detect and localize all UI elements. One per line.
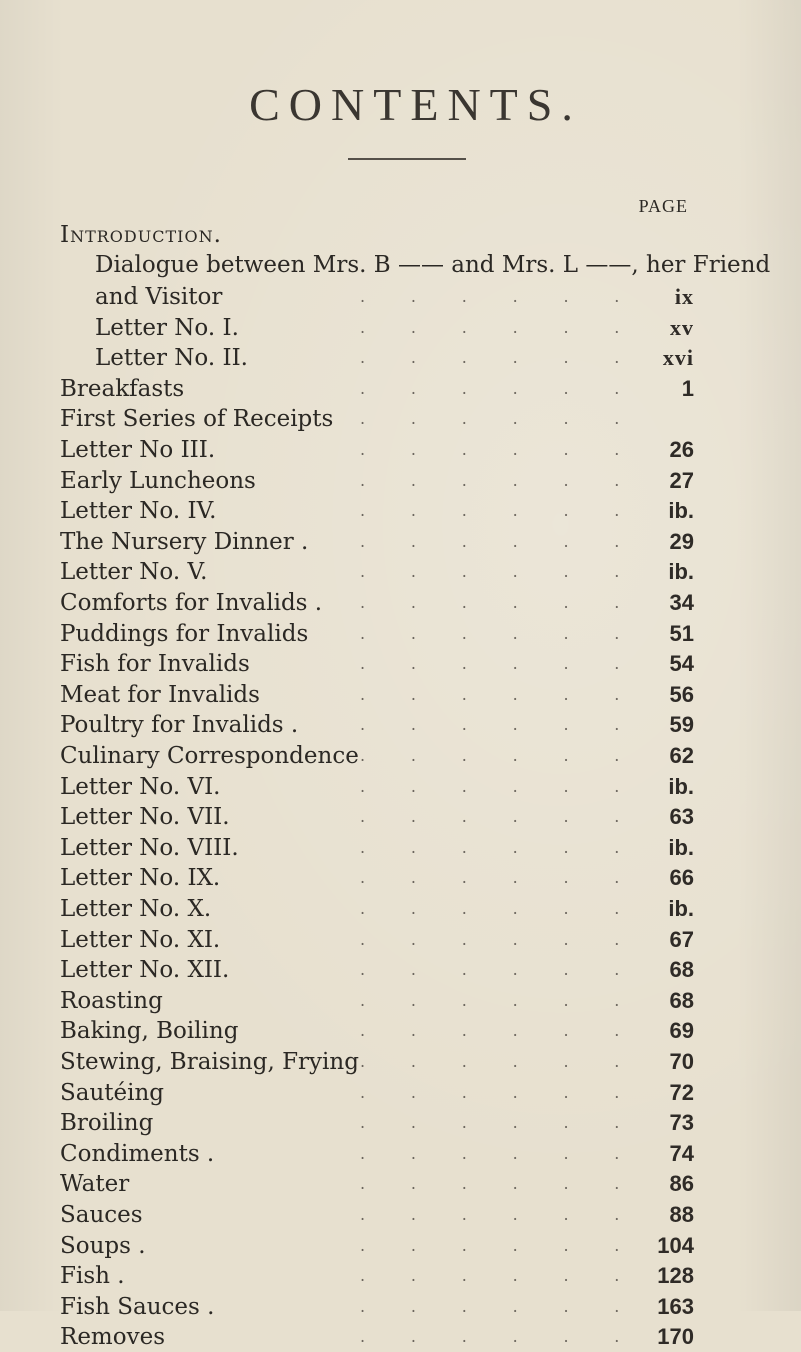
toc-entry xyxy=(0,680,801,710)
toc-entry-label: Letter No. I. xyxy=(95,314,239,341)
toc-entry-page: xvi xyxy=(662,345,694,371)
toc-entry xyxy=(0,863,801,893)
leader-dots: . . . . . . xyxy=(360,960,620,980)
toc-entry xyxy=(0,1078,801,1108)
toc-entry-page: ib. xyxy=(668,559,694,585)
leader-dots: . . . . . . xyxy=(360,409,620,429)
toc-entry-label: Letter No. XI. xyxy=(60,926,221,953)
toc-entry xyxy=(0,619,801,649)
toc-entry-label: Condiments . xyxy=(60,1140,215,1167)
page-column-header: PAGE xyxy=(638,196,688,216)
toc-entry-page: ib. xyxy=(668,834,694,860)
leader-dots: . . . . . . xyxy=(360,287,620,306)
toc-entry-label: Letter No. II. xyxy=(95,345,248,372)
leader-dots: . . . . . . xyxy=(360,654,620,674)
toc-entry-label: Stewing, Braising, Frying xyxy=(60,1049,359,1075)
leader-dots: . . . . . . xyxy=(360,1205,620,1224)
toc-entry-page: 69 xyxy=(669,1018,694,1044)
leader-dots: . . . . . . xyxy=(360,899,620,918)
leader-dots: . . . . . . xyxy=(360,1113,620,1133)
toc-entry xyxy=(0,282,801,312)
toc-entry-page: 56 xyxy=(669,681,694,707)
toc-entry xyxy=(0,1200,801,1230)
toc-entry-label: Baking, Boiling xyxy=(60,1018,239,1045)
toc-entry-label: Letter No. IV. xyxy=(60,498,217,525)
leader-dots: . . . . . . xyxy=(360,1082,620,1102)
leader-dots: . . . . . . xyxy=(360,1266,620,1286)
toc-entry-page: 63 xyxy=(669,804,694,830)
toc-entry-label: First Series of Receipts xyxy=(60,406,334,433)
toc-entry-label: Early Luncheons xyxy=(60,467,256,494)
toc-entry xyxy=(0,1322,801,1352)
leader-dots: . . . . . . xyxy=(360,746,620,765)
toc-entry xyxy=(0,741,801,771)
toc-entry xyxy=(0,1108,801,1138)
toc-entry-page: 29 xyxy=(669,528,694,554)
toc-entry-label: Roasting xyxy=(60,987,163,1014)
toc-entry-page: 54 xyxy=(669,651,694,677)
leader-dots: . . . . . . xyxy=(360,684,620,704)
toc-entry xyxy=(0,435,801,465)
toc-entry-label: Letter No III. xyxy=(60,437,216,463)
leader-dots: . . . . . . xyxy=(360,1235,620,1255)
toc-entry xyxy=(0,649,801,679)
toc-entry-page: 68 xyxy=(669,987,694,1013)
toc-entry-label: Poultry for Invalids . xyxy=(60,712,299,739)
toc-entry xyxy=(0,374,801,404)
toc-entry xyxy=(0,1139,801,1169)
toc-entry-page: ib. xyxy=(668,773,694,799)
toc-entry-label: Sautéing xyxy=(60,1079,165,1106)
toc-entry xyxy=(0,986,801,1016)
toc-entry-label: Letter No. X. xyxy=(60,896,212,922)
toc-entry-label: Letter No. IX. xyxy=(60,865,221,892)
toc-entry-page: ib. xyxy=(668,498,694,524)
toc-entry-page: 128 xyxy=(657,1263,694,1289)
toc-entry xyxy=(0,1292,801,1322)
toc-entry-label: Fish for Invalids xyxy=(60,651,250,678)
toc-entry xyxy=(0,833,801,863)
toc-entry xyxy=(0,557,801,587)
toc-entry-page: 163 xyxy=(657,1293,694,1319)
toc-entry-page: 66 xyxy=(669,865,694,891)
leader-dots: . . . . . . xyxy=(360,1143,620,1163)
leader-dots: . . . . . . xyxy=(360,440,620,459)
toc-entry-label: Letter No. XII. xyxy=(60,957,230,984)
leader-dots: . . . . . . xyxy=(360,378,620,398)
toc-entry-page: 72 xyxy=(669,1079,694,1105)
toc-entry-page: 59 xyxy=(669,712,694,738)
toc-entry xyxy=(0,1169,801,1199)
toc-entry-label: and Visitor xyxy=(95,284,223,310)
toc-entry-page: 86 xyxy=(669,1171,694,1197)
toc-entry-page: 73 xyxy=(669,1110,694,1136)
toc-entry xyxy=(0,1016,801,1046)
toc-entry-label: Breakfasts xyxy=(60,375,185,402)
toc-entry xyxy=(0,1047,801,1077)
leader-dots: . . . . . . xyxy=(360,593,620,612)
toc-entry xyxy=(0,1231,801,1261)
toc-entry-label: Soups . xyxy=(60,1232,146,1259)
toc-entry-page: 34 xyxy=(669,590,694,615)
toc-entry-label: Removes xyxy=(60,1324,165,1351)
toc-entry-page: 170 xyxy=(657,1324,694,1350)
toc-entry xyxy=(0,313,801,343)
toc-entry xyxy=(0,343,801,373)
leader-dots: . . . . . . xyxy=(360,317,620,337)
toc-entry-page: 27 xyxy=(669,467,694,493)
toc-entry xyxy=(0,404,801,434)
toc-entry xyxy=(0,710,801,740)
leader-dots: . . . . . . xyxy=(360,1021,620,1041)
leader-dots: . . . . . . xyxy=(360,1296,620,1316)
toc-entry xyxy=(0,955,801,985)
leader-dots: . . . . . . xyxy=(360,868,620,888)
toc-entry-page: ix xyxy=(674,284,694,309)
toc-entry-page: ib. xyxy=(668,896,694,921)
toc-entry-label: Meat for Invalids xyxy=(60,681,260,708)
leader-dots: . . . . . . xyxy=(360,990,620,1010)
toc-entry-page: 68 xyxy=(669,957,694,983)
toc-entry-page: 74 xyxy=(669,1140,694,1166)
toc-entry-page: xv xyxy=(670,314,694,340)
toc-entry-page: 62 xyxy=(669,743,694,768)
toc-entry-page: 51 xyxy=(669,620,694,646)
leader-dots: . . . . . . xyxy=(360,501,620,521)
toc-entry-label: Letter No. V. xyxy=(60,559,208,586)
toc-entry-label: Comforts for Invalids . xyxy=(60,590,323,616)
toc-entry-label: Letter No. VI. xyxy=(60,773,221,800)
toc-entry-label: The Nursery Dinner . xyxy=(60,528,309,555)
toc-entry-page: 67 xyxy=(669,926,694,952)
toc-entry-label: Letter No. VII. xyxy=(60,804,230,831)
toc-entry-label: Sauces xyxy=(60,1202,143,1228)
toc-entry-label: Culinary Correspondence xyxy=(60,743,359,769)
toc-entry-label: Fish . xyxy=(60,1263,125,1290)
toc-entry-label: Letter No. VIII. xyxy=(60,834,239,861)
toc-entry xyxy=(0,925,801,955)
toc-entry xyxy=(0,802,801,832)
toc-entry xyxy=(0,466,801,496)
leader-dots: . . . . . . xyxy=(360,715,620,735)
dialogue-entry: Dialogue between Mrs. B —— and Mrs. L ——, her Friend xyxy=(95,252,771,278)
toc-entry xyxy=(0,894,801,924)
toc-entry xyxy=(0,496,801,526)
section-heading: Introduction. xyxy=(60,222,222,248)
toc-entry xyxy=(0,588,801,618)
toc-entry-page: 1 xyxy=(681,375,694,401)
leader-dots: . . . . . . xyxy=(360,562,620,582)
toc-entry-label: Water xyxy=(60,1171,130,1198)
leader-dots: . . . . . . xyxy=(360,837,620,857)
toc-entry-page: 70 xyxy=(669,1049,694,1074)
leader-dots: . . . . . . xyxy=(360,1174,620,1194)
leader-dots: . . . . . . xyxy=(360,929,620,949)
leader-dots: . . . . . . xyxy=(360,531,620,551)
toc-entry-label: Broiling xyxy=(60,1110,154,1137)
toc-entry-label: Fish Sauces . xyxy=(60,1293,215,1320)
toc-entry-page: 26 xyxy=(669,437,694,462)
toc-entry xyxy=(0,527,801,557)
toc-entry-page: 104 xyxy=(657,1232,694,1258)
toc-entry xyxy=(0,772,801,802)
title-rule xyxy=(348,158,466,160)
toc-entry-label: Puddings for Invalids xyxy=(60,620,309,647)
toc-entry xyxy=(0,1261,801,1291)
toc-entry-page: 88 xyxy=(669,1202,694,1227)
leader-dots: . . . . . . xyxy=(360,1052,620,1071)
leader-dots: . . . . . . xyxy=(360,470,620,490)
leader-dots: . . . . . . xyxy=(360,776,620,796)
leader-dots: . . . . . . xyxy=(360,807,620,827)
leader-dots: . . . . . . xyxy=(360,348,620,368)
leader-dots: . . . . . . xyxy=(360,1327,620,1347)
leader-dots: . . . . . . xyxy=(360,623,620,643)
page-title: CONTENTS. xyxy=(249,79,582,130)
